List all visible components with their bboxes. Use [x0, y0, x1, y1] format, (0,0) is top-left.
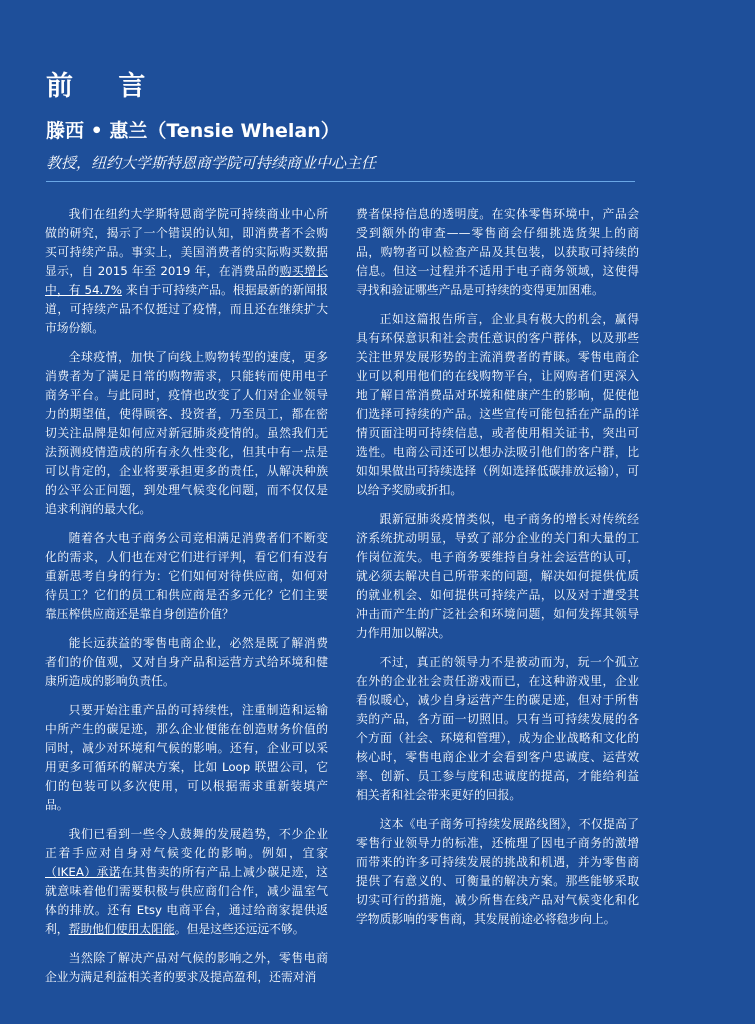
left-column [45, 205, 328, 997]
paragraph: 正如这篇报告所言，企业具有极大的机会，赢得具有环保意识和社会责任意识的客户群体，以及那些关注世界发展形势的主流消费者的青睐。零售电商企业可以利用他们的在线购物平台，让网购者们更深入地了解日常消费品对环境和健康产生的影响，促使他们选择可持续的产品。这些宣传可能包括在产品的详情页面注明可持续信息，或者使用相关证书，突出可选性。电商公司还可以想办法吸引他们的客户群，比如如果做出可持续选择（例如选择低碳排放运输），可以给予奖励或折扣。 [356, 312, 639, 497]
paragraph: 能长远获益的零售电商企业，必然是既了解消费者们的价值观，又对自身产品和运营方式给环境和健康所造成的影响负责任。 [45, 636, 328, 688]
page-header [46, 64, 646, 173]
text: 。但是这些还远远不够。 [174, 922, 305, 936]
paragraph: 跟新冠肺炎疫情类似，电子商务的增长对传统经济系统扰动明显，导致了部分企业的关门和大量的工作岗位流失。电子商务要维持自身社会运营的认可，就必须去解决自己所带来的问题，解决如何提供优质的就业机会、如何提供可持续产品，以及对于遭受其冲击而产生的广泛社会和环境问题，如何发挥其领导力作用加以解决。 [356, 512, 639, 640]
text: 来自于可持续产品。根据最新的新闻报道，可持续产品不仅挺过了疫情，而且还在继续扩大市场份额。 [45, 283, 328, 335]
paragraph: 不过，真正的领导力不是被动而为，玩一个孤立在外的企业社会责任游戏而已，在这种游戏里，企业看似暖心，减少自身运营产生的碳足迹，但对于所售卖的产品，各方面一切照旧。只有当可持续发展的各个方面（社会、环境和管理），成为企业战略和文化的核心时，零售电商企业才会看到客户忠诚度、运营效率、创新、员工参与度和忠诚度的提高，才能给利益相关者和社会带来更好的回报。 [356, 655, 639, 802]
right-column [356, 205, 639, 939]
text: 在其售卖的所有产品上减少碳足迹，这就意味着他们需要积极与供应商们合作，减少温室气体的排放。还有 Etsy 电商平台，通过给商家提供返利， [45, 865, 328, 936]
paragraph: 这本《电子商务可持续发展路线图》，不仅提高了零售行业领导力的标准，还梳理了因电子商务的激增而带来的许多可持续发展的挑战和机遇，并为零售商提供了有意义的、可衡量的解决方案。那些能够采取切实可行的措施，减少所售在线产品对气候变化和化学物质影响的零售商，其发展前途必将稳步向上。 [356, 817, 639, 926]
author-name: 滕西 • 惠兰（Tensie Whelan） [46, 120, 340, 142]
link-sales-growth[interactable]: 购买增长中，有 54.7% [45, 264, 328, 297]
paragraph: 随着各大电子商务公司竞相满足消费者们不断变化的需求，人们也在对它们进行评判，看它们有没有重新思考自身的行为：它们如何对待供应商，如何对待员工？它们的员工和供应商是否多元化？它们主要靠压榨供应商还是靠自身创造价值？ [45, 531, 328, 621]
paragraph [45, 205, 328, 338]
link-solar-power[interactable]: 帮助他们使用太阳能 [68, 922, 175, 936]
link-ikea-commitment[interactable]: （IKEA）承诺 [45, 865, 121, 879]
author-role: 教授，纽约大学斯特恩商学院可持续商业中心主任 [46, 154, 377, 172]
paragraph [45, 825, 328, 939]
header-divider [46, 181, 635, 182]
text: 我们在纽约大学斯特恩商学院可持续商业中心所做的研究，揭示了一个错误的认知，即消费者不会购买可持续产品。事实上，美国消费者的实际购买数据显示，自 2015 年至 2019 年，在消费品的 [45, 207, 328, 278]
paragraph: 费者保持信息的透明度。在实体零售环境中，产品会受到额外的审查——零售商会仔细挑选货架上的商品，购物者可以检查产品及其包装，以获取可持续的信息。但这一过程并不适用于电子商务领域，这使得寻找和验证哪些产品是可持续的变得更加困难。 [356, 207, 639, 297]
paragraph: 全球疫情，加快了向线上购物转型的速度，更多消费者为了满足日常的购物需求，只能转而使用电子商务平台。与此同时，疫情也改变了人们对企业领导力的期望值，使得顾客、投资者，乃至员工，都在密切关注品牌是如何应对新冠肺炎疫情的。虽然我们无法预测疫情造成的所有永久性变化，但其中有一点是可以肯定的，企业将要承担更多的责任，从解决种族的公平公正问题，到处理气候变化问题，而不仅仅是追求利润的最大化。 [45, 350, 328, 516]
paragraph: 当然除了解决产品对气候的影响之外，零售电商企业为满足利益相关者的要求及提高盈利，还需对消 [45, 951, 328, 984]
page-title: 前 言 [46, 71, 164, 102]
paragraph: 只要开始注重产品的可持续性，注重制造和运输中所产生的碳足迹，那么企业便能在创造财务价值的同时，减少对环境和气候的影响。还有，企业可以采用更多可循环的解决方案，比如 Loop 联盟公司，它们的包装可以多次使用，可以根据需求重新装填产品。 [45, 703, 328, 812]
text: 我们已看到一些令人鼓舞的发展趋势，不少企业正着手应对自身对气候变化的影响。例如，宜家 [45, 827, 328, 860]
